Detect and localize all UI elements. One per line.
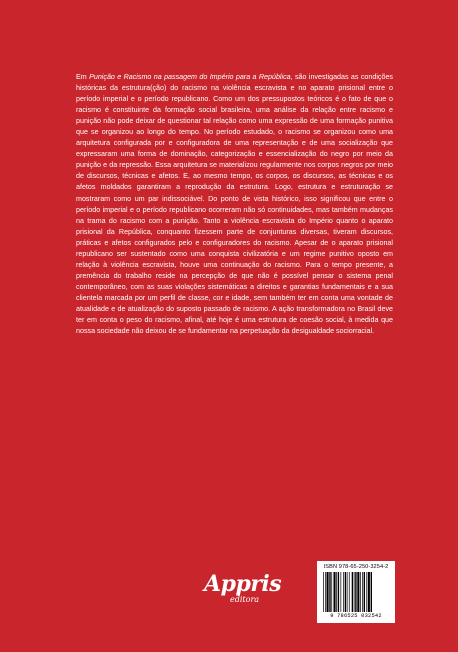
barcode-bar [371, 572, 372, 612]
isbn-label: ISBN 978-65-250-3254-2 [323, 564, 389, 570]
synopsis-body: , são investigadas as condições históricas da estrutura(ção) do racismo na violência escravista e no aparato prisional entre o período imperial e o período republicano. Como um dos pressupostos teóricos é o fato de que o racismo é constituinte da formação social brasileira, uma análise da relação entre racismo e punição não pode deixar de questionar tal relação como uma expressão de uma formação punitiva que se organizou ao longo do tempo. No período estudado, o racismo se organizou como uma arquitetura configurada por e configuradora de uma representação e de uma socialização que expressaram uma forma de dominação, categorização e essencialização do negro por meio da punição e da repressão. Essa arquitetura se materializou regularmente nos corpos negros por meio de discursos, técnicas e afetos. E, ao mesmo tempo, os corpos, os discursos, as técnicas e os afetos moldados garantiram a reprodução da estrutura. Logo, estrutura e estruturação se mostraram como um par indissociável. Do ponto de vista histórico, isso significou que entre o período imperial e o período republicano ocorreram não só continuidades, mas também mudanças na trama do racismo com a punição. Tanto a violência escravista do Império quanto o aparato prisional da República, conquanto fizessem parte de conjunturas diversas, tiveram discursos, práticas e afetos configurados pelo e configuradores do racismo. Apesar de o aparato prisional republicano ser sustentado como uma conquista civilizatória e um regime punitivo oposto em relação à violência escravista, houve uma continuação do racismo. Para o tempo presente, a premência do trabalho reside na percepção de que não é possível pensar o sistema penal contemporâneo, com as suas violações sistemáticas a direitos e garantias fundamentais e a sua clientela marcada por um perfil de classe, cor e idade, sem também ter em conta uma vontade de atualidade e de atualização do suposto passado de racismo. A ação transformadora no Brasil deve ter em conta o peso do racismo, afinal, até hoje é uma estrutura de coesão social, à medida que nossa sociedade não deixou de se fundamentar na perpetuação da desigualdade sociorracial. [76, 73, 393, 336]
barcode-bar [327, 572, 329, 612]
isbn-barcode [317, 561, 395, 623]
publisher-logo-wordmark: Appris [204, 571, 282, 597]
barcode-bar [345, 572, 346, 612]
publisher-logo [200, 571, 282, 613]
barcode-bar [366, 572, 367, 612]
barcode-bar [341, 572, 342, 612]
publisher-logo-subtext: editora [230, 595, 260, 604]
barcode-bar [355, 572, 356, 612]
barcode-bar [364, 572, 365, 612]
synopsis-intro: Em [76, 73, 90, 81]
barcode-number: 9 786525 032542 [330, 613, 382, 619]
barcode-bar [357, 572, 359, 612]
barcode-bar [368, 572, 370, 612]
barcode-bars [323, 572, 389, 612]
barcode-bar [362, 572, 363, 612]
barcode-bar [336, 572, 337, 612]
barcode-bar [338, 572, 339, 612]
barcode-bar [323, 572, 324, 612]
synopsis-text [76, 72, 393, 337]
barcode-bar [349, 572, 350, 612]
barcode-bar [343, 572, 344, 612]
barcode-bar [329, 572, 330, 612]
barcode-bar [325, 572, 326, 612]
barcode-bar [360, 572, 361, 612]
barcode-bar [334, 572, 336, 612]
barcode-bar [354, 572, 355, 612]
barcode-bar [347, 572, 348, 612]
book-title-italic: Punição e Racismo na passagem do Império para a República [89, 73, 291, 81]
barcode-bar [331, 572, 332, 612]
barcode-bar [352, 572, 353, 612]
